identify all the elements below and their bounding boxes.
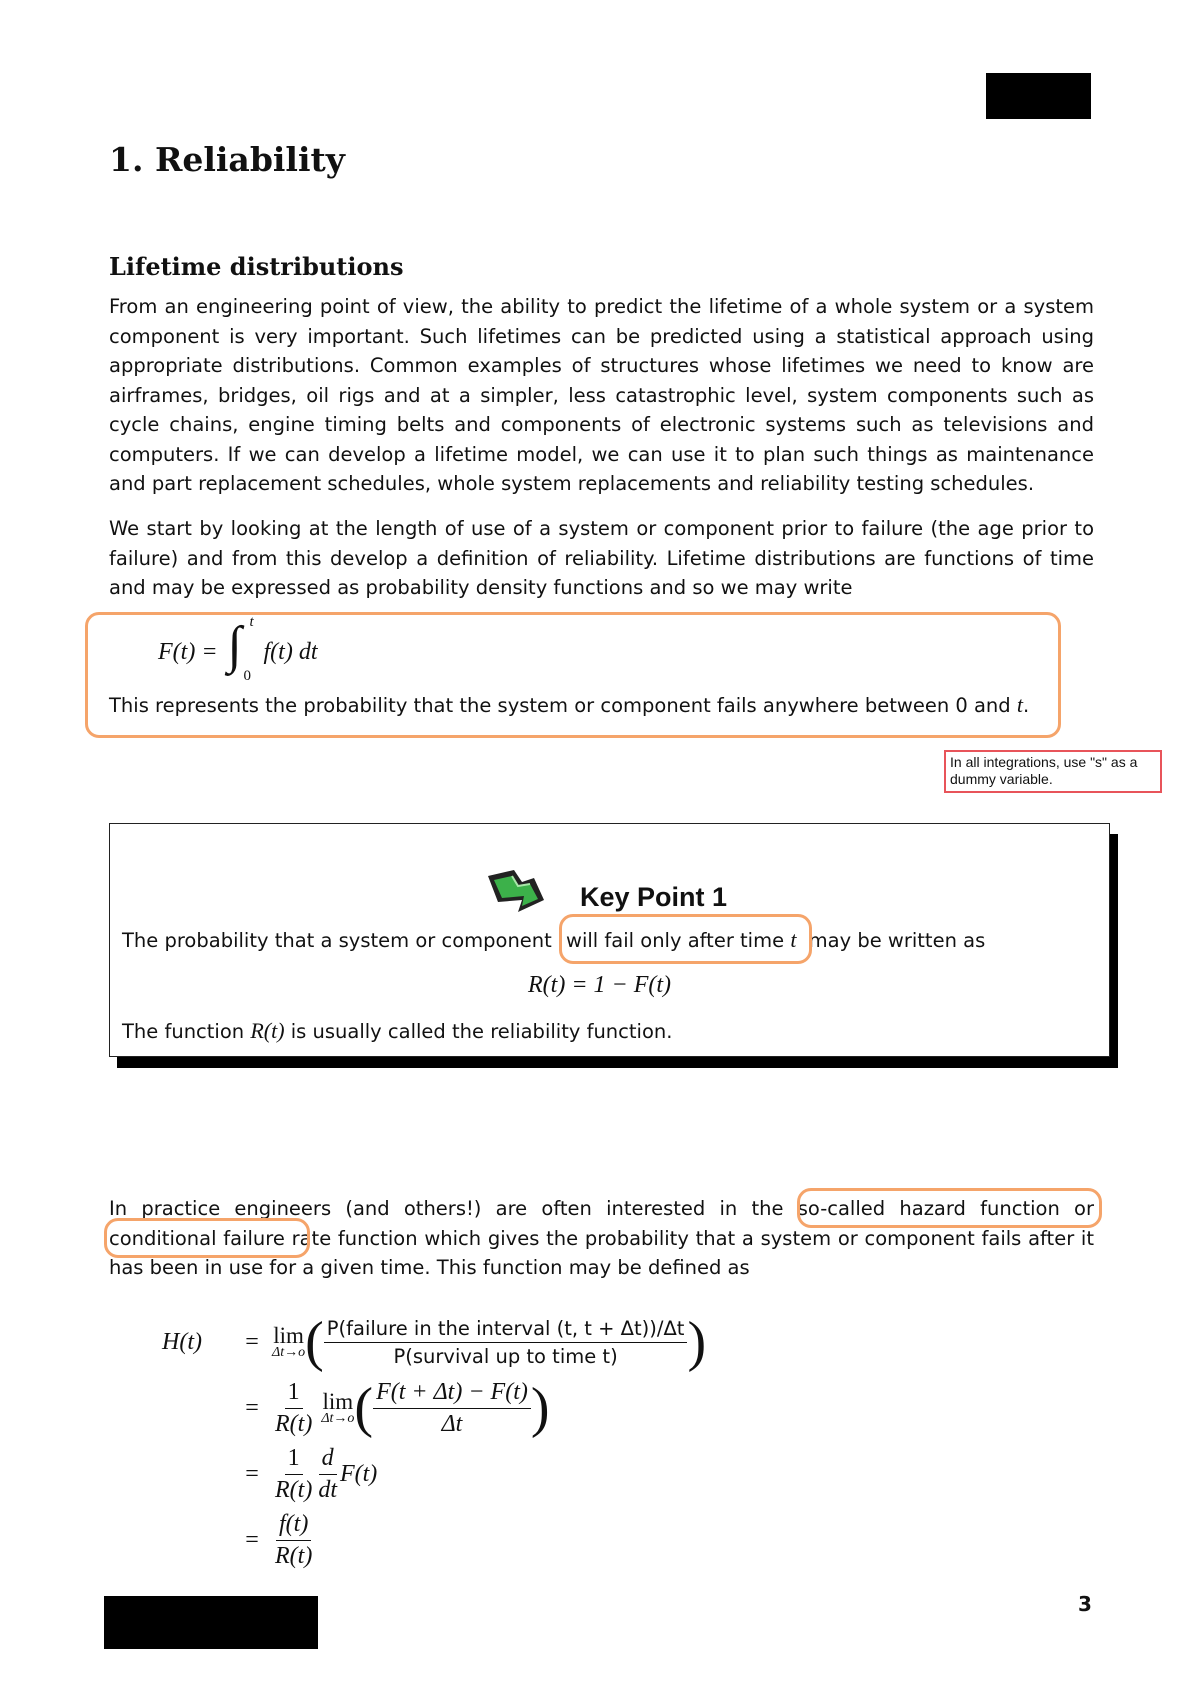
redaction-box-bottom <box>104 1596 318 1649</box>
hazard-row-1 <box>162 1310 706 1374</box>
hazard-derivative <box>315 1445 340 1504</box>
kp-highlight-var: t <box>790 927 797 952</box>
hazard-r4-den: R(t) <box>275 1542 313 1569</box>
reliability-equation: R(t) = 1 − F(t) <box>528 972 672 998</box>
r3-d-den: dt <box>318 1476 337 1503</box>
hazard-highlight-1 <box>797 1188 1102 1228</box>
integral-caption <box>109 692 1029 718</box>
annotation-note: In all integrations, use "s" as a dummy variable. <box>944 750 1162 793</box>
paren-close-2: ) <box>530 1377 550 1439</box>
hazard-r3-coef <box>272 1445 315 1504</box>
paren-open-1: ( <box>305 1311 324 1373</box>
kp-highlight-text: will fail only after time <box>566 929 785 952</box>
hazard-para-highlight2: failure rate function <box>223 1226 418 1250</box>
kp-line2-before: The function <box>122 1020 245 1043</box>
paren-close-1: ) <box>687 1311 707 1373</box>
hazard-r1-den: P(survival up to time t) <box>393 1344 618 1368</box>
r2-coef-num: 1 <box>285 1379 303 1409</box>
section-heading: Lifetime distributions <box>109 252 404 281</box>
kp-line1-after: may be written as <box>808 929 986 952</box>
hazard-eq-1: = <box>245 1328 259 1355</box>
eq1-lhs: F(t) = <box>158 638 218 665</box>
hazard-lhs: H(t) <box>162 1328 202 1355</box>
hazard-eq-4: = <box>245 1526 259 1553</box>
lim-sub-2: Δt→o <box>321 1411 355 1426</box>
kp-line1-before: The probability that a system or component <box>122 929 552 952</box>
caption-end: . <box>1023 694 1030 717</box>
lim-sub-1: Δt→o <box>272 1345 306 1360</box>
hazard-eq-3: = <box>245 1460 259 1487</box>
lim-2: lim <box>322 1389 354 1414</box>
key-point-line1 <box>122 927 985 953</box>
r2-coef-den: R(t) <box>275 1410 313 1437</box>
hazard-para-after: which gives the probability that a system or component fails after it has been in use for a given time. This function may be defined as <box>109 1226 1094 1279</box>
key-point-title: Key Point 1 <box>580 882 728 912</box>
hazard-r3-tail: F(t) <box>339 1460 378 1487</box>
kp-line2-var: R(t) <box>250 1018 285 1043</box>
hazard-r1-num: P(failure in the interval (t, t + Δt))/Δt <box>324 1317 688 1343</box>
hazard-para-before: In practice engineers (and others!) are often interested in the so-called <box>109 1197 886 1220</box>
integral-lower-limit: 0 <box>243 668 252 684</box>
paren-open-2: ( <box>354 1377 374 1439</box>
key-point-line2 <box>122 1018 672 1044</box>
intro-paragraph: From an engineering point of view, the ability to predict the lifetime of a whole system or a system component is very important. Such lifetimes can be predicted using a statistical approach using appropriate distributions. Common examples of structures whose lifetimes we need to know are airframes, bridges, oil rigs and at a simpler, less catastrophic level, system components such as cycle chains, engine timing belts and components of electronic systems such as televisions and computers. If we can develop a lifetime model, we can use it to plan such things as maintenance and part replacement schedules, whole system replacements and reliability testing schedules. <box>109 295 1094 495</box>
hazard-fraction-2 <box>373 1379 531 1438</box>
lim-1: lim <box>273 1323 304 1348</box>
hazard-r4-num: f(t) <box>276 1511 311 1541</box>
r3-d-num: d <box>319 1445 337 1475</box>
hazard-fraction-1 <box>324 1317 688 1368</box>
hazard-r2-den: Δt <box>441 1410 463 1437</box>
page-title: 1. Reliability <box>109 140 345 179</box>
hazard-row-3 <box>162 1442 377 1506</box>
hazard-limit-2 <box>321 1389 354 1427</box>
page-number: 3 <box>1078 1592 1092 1616</box>
integral-upper-limit: t <box>249 614 254 630</box>
hazard-para-highlight1: hazard function or conditional <box>109 1197 1095 1250</box>
r3-coef-den: R(t) <box>275 1476 313 1503</box>
kp-line2-after: is usually called the reliability function. <box>290 1020 673 1043</box>
hazard-r2-num: F(t + Δt) − F(t) <box>373 1379 531 1409</box>
hazard-eq-2: = <box>245 1394 259 1421</box>
hazard-r2-coef <box>272 1379 315 1438</box>
hazard-limit-1 <box>272 1323 305 1361</box>
hazard-highlight-2 <box>104 1218 310 1258</box>
integral-sign: ∫ <box>227 617 242 674</box>
hazard-fraction-4 <box>272 1511 315 1570</box>
caption-var: t <box>1016 692 1023 717</box>
caption-text: This represents the probability that the system or component fails anywhere between 0 and <box>109 694 1011 717</box>
hazard-row-2 <box>162 1376 550 1440</box>
kp-highlight-box <box>559 914 812 964</box>
r3-coef-num: 1 <box>285 1445 303 1475</box>
hazard-row-4 <box>162 1508 315 1572</box>
integral-equation <box>158 614 318 684</box>
key-point-arrow-icon <box>484 862 550 918</box>
redaction-box-top <box>986 73 1091 119</box>
eq1-integrand: f(t) dt <box>263 638 318 665</box>
definition-paragraph: We start by looking at the length of use of a system or component prior to failure (the age prior to failure) and from this develop a definition of reliability. Lifetime distributions are functions of time and may be expressed as probability density functions and so we may write <box>109 517 1094 599</box>
